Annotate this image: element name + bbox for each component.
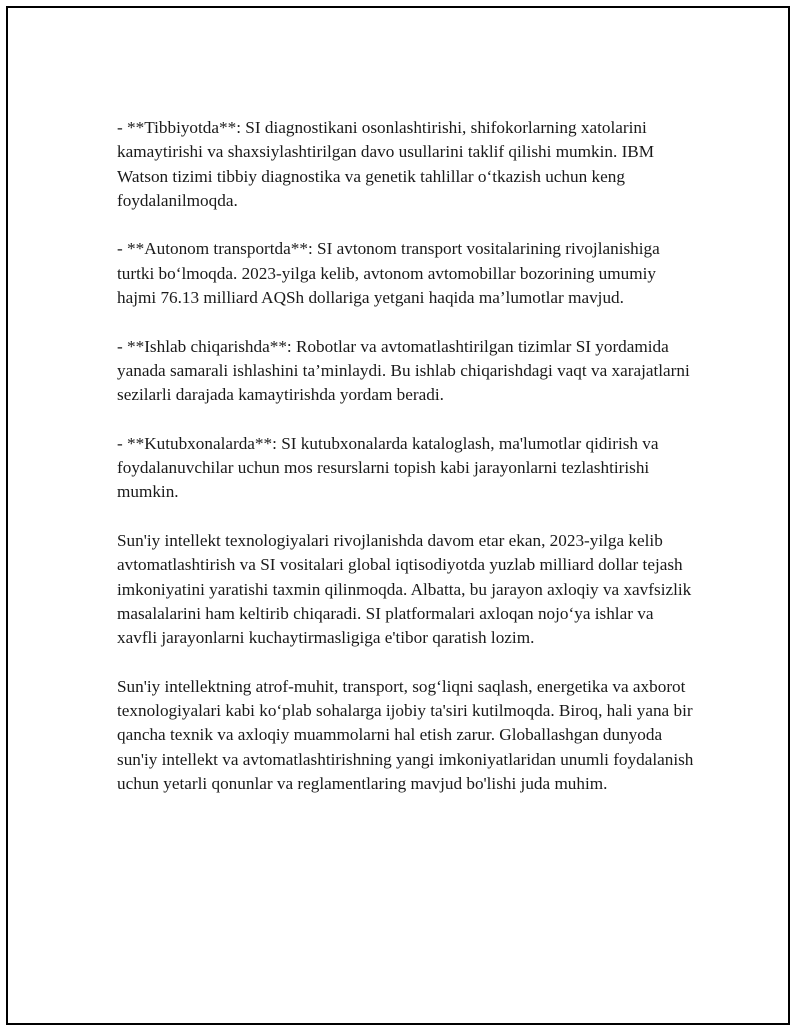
paragraph-ai-impact: Sun'iy intellektning atrof-muhit, transport, sog‘liqni saqlash, energetika va axborot texnologiyalari kabi ko‘plab sohalarga ijobiy ta'siri kutilmoqda. Biroq, hali yana bir qancha texnik va axloqiy muammolarni hal etish zarur. Globallashgan dunyoda sun'iy intellekt va avtomatlashtirishning yangi imkoniyatlaridan unumli foydalanish uchun yetarli qonunlar va reglamentlaring mavjud bo'lishi juda muhim. [117,676,694,794]
paragraph-ai-development: Sun'iy intellekt texnologiyalari rivojlanishda davom etar ekan, 2023-yilga kelib avtomatlashtirish va SI vositalari global iqtisodiyotda yuzlab milliard dollar tejash imkoniyatini yaratishi taxmin qilinmoqda. Albatta, bu jarayon axloqiy va xavfsizlik masalalarini ham keltirib chiqaradi. SI platformalari axloqan nojo‘ya ishlar va xavfli jarayonlarni kuchaytirmasligiga e'tibor qaratish lozim. [117,531,692,648]
paragraph-autonomous-transport: - **Autonom transportda**: SI avtonom transport vositalarining rivojlanishiga turtki bo‘lmoqda. 2023-yilga kelib, avtonom avtomobillar bozorining umumiy hajmi 76.13 milliard AQSh dollariga yetgani haqida ma’lumotlar mavjud. [117,239,660,308]
paragraph-libraries: - **Kutubxonalarda**: SI kutubxonalarda kataloglash, ma'lumotlar qidirish va foydalanuvchilar uchun mos resurslarni topish kabi jarayonlarni tezlashtirishi mumkin. [117,433,659,502]
paragraph-medicine: - **Tibbiyotda**: SI diagnostikani osonlashtirishi, shifokorlarning xatolarini kamaytirishi va shaxsiylashtirilgan davo usullarini taklif qilishi mumkin. IBM Watson tizimi tibbiy diagnostika va genetik tahlillar o‘tkazish uchun keng foydalanilmoqda. [117,118,655,210]
document-body [117,116,697,821]
paragraph-manufacturing: - **Ishlab chiqarishda**: Robotlar va avtomatlashtirilgan tizimlar SI yordamida yanada samarali ishlashini ta’minlaydi. Bu ishlab chiqarishdagi vaqt va xarajatlarni sezilarli darajada kamaytirishda yordam beradi. [117,336,690,405]
